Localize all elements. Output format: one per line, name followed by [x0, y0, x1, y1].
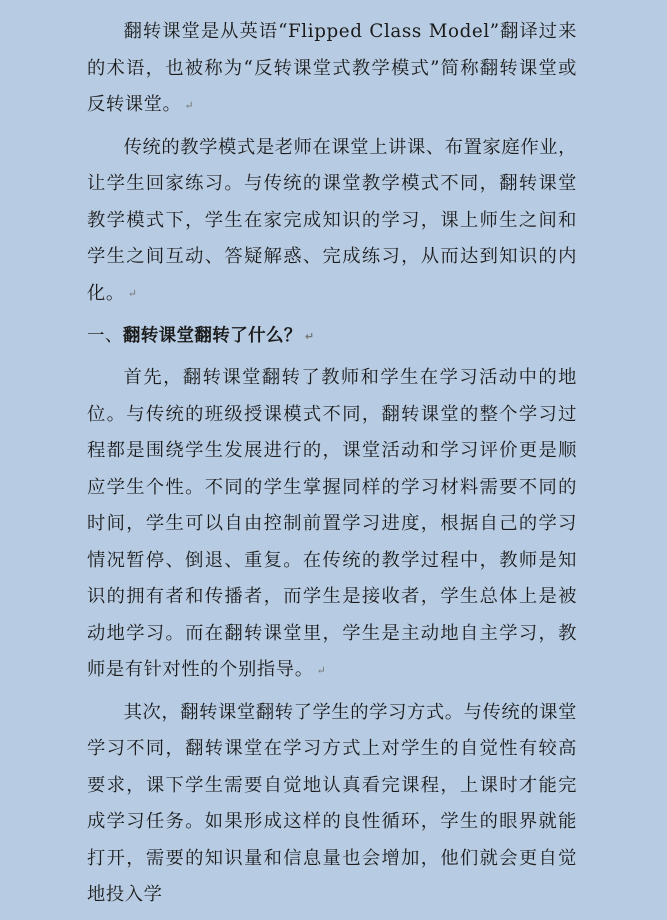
paragraph-first-point: [87, 360, 577, 689]
paragraph-traditional-model: [87, 130, 577, 313]
paragraph-text: 传统的教学模式是老师在课堂上讲课、布置家庭作业，让学生回家练习。与传统的课堂教学模式不同，翻转课堂教学模式下，学生在家完成知识的学习，课上师生之间和学生之间互动、答疑解惑、完成练习，从而达到知识的内化。: [87, 136, 577, 304]
section-heading: [87, 318, 577, 354]
paragraph-mark-icon: ↵: [127, 287, 138, 300]
paragraph-second-point: [87, 695, 577, 914]
paragraph-text: 首先，翻转课堂翻转了教师和学生在学习活动中的地位。与传统的班级授课模式不同，翻转课堂的整个学习过程都是围绕学生发展进行的，课堂活动和学习评价更是顺应学生个性。不同的学生掌握同样的学习材料需要不同的时间，学生可以自由控制前置学习进度，根据自己的学习情况暂停、倒退、重复。在传统的教学过程中，教师是知识的拥有者和传播者，而学生是接收者，学生总体上是被动地学习。而在翻转课堂里，学生是主动地自主学习，教师是有针对性的个别指导。: [87, 367, 577, 680]
heading-number: 一、: [87, 326, 123, 346]
paragraph-mark-icon: ↵: [316, 663, 327, 677]
paragraph-mark-icon: ↵: [184, 98, 195, 112]
paragraph-mark-icon: ↵: [304, 329, 315, 343]
paragraph-text: 翻转课堂是从英语“Flipped Class Model”翻译过来的术语，也被称为“反转课堂式教学模式”简称翻转课堂或反转课堂。: [87, 21, 577, 115]
paragraph-definition: [87, 14, 577, 124]
heading-text: 翻转课堂翻转了什么？: [122, 326, 302, 346]
paragraph-text: 其次，翻转课堂翻转了学生的学习方式。与传统的课堂学习不同，翻转课堂在学习方式上对学生的自觉性有较高要求，课下学生需要自觉地认真看完课程，上课时才能完成学习任务。如果形成这样的良性循环，学生的眼界就能打开，需要的知识量和信息量也会增加，他们就会更自觉地投入学: [87, 701, 577, 905]
document-page: [87, 14, 577, 920]
